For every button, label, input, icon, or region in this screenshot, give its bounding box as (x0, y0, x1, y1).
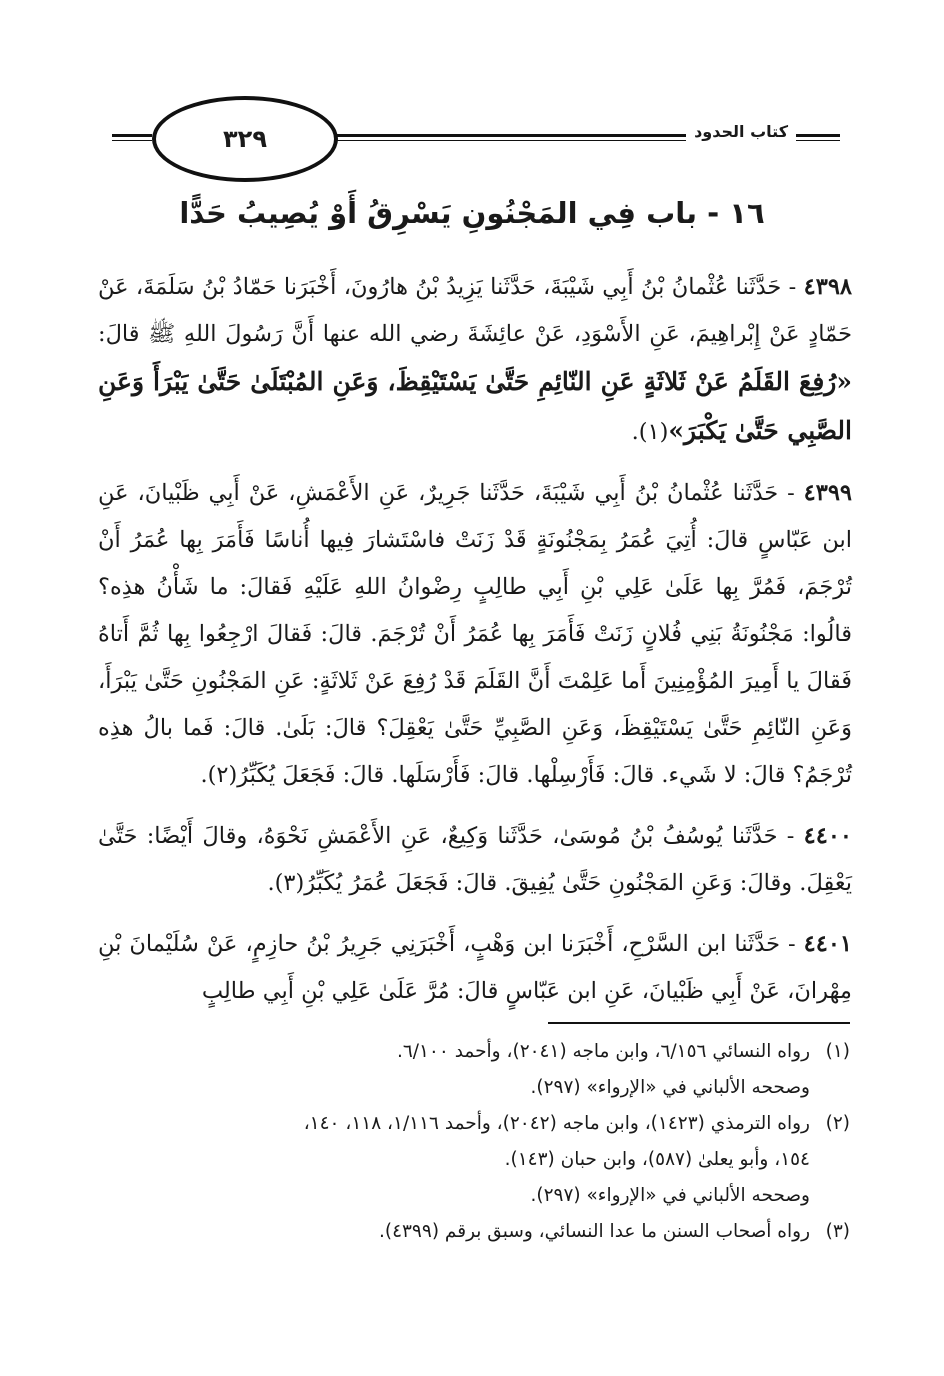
page-header (112, 96, 840, 180)
hadith-number: ٤٣٩٩ (803, 480, 852, 506)
body-text (98, 264, 852, 1029)
hadith-number: ٤٤٠١ (803, 931, 852, 957)
footnote-label: (٣) (825, 1221, 850, 1242)
hadith-text: - حَدَّثَنا عُثْمانُ بْنُ أَبِي شَيْبَةَ، حَدَّثَنا جَرِيرٌ، عَنِ الأَعْمَشِ، عَنْ أَبِي ظَبْيانَ، عَنِ ابن عَبّاسٍ قالَ: أُتِيَ عُمَرُ بِمَجْنُونَةٍ قَدْ زَنَتْ فاسْتَشارَ فِيها أُناسًا فَأَمَرَ بِها عُمَرُ أَنْ تُرْجَمَ، فَمُرَّ بِها عَلَىٰ عَلِي بْنِ أَبِي طالِبٍ رِضْوانُ اللهِ عَلَيْهِ فَقالَ: ما شَأْنُ هذِه؟ قالُوا: مَجْنُونَةُ بَنِي فُلانٍ زَنَتْ فَأَمَرَ بِها عُمَرُ أَنْ تُرْجَمَ. قالَ: فَقالَ ارْجِعُوا بِها ثُمَّ أَتاهُ فَقالَ يا أَمِيرَ المُؤْمِنِينَ أَما عَلِمْتَ أَنَّ القَلَمَ قَدْ رُفِعَ عَنْ ثَلاثَةٍ: عَنِ المَجْنُونِ حَتَّىٰ يَبْرَأَ، وَعَنِ النّائِمِ حَتَّىٰ يَسْتَيْقِظَ، وَعَنِ الصَّبِيِّ حَتَّىٰ يَعْقِلَ؟ قالَ: بَلَىٰ. قالَ: فَما بالُ هذِه تُرْجَمُ؟ قالَ: لا شَيء. قالَ: فَأَرْسِلْها. قالَ: فَأَرْسَلَها. قالَ: فَجَعَلَ يُكَبِّرُ (98, 480, 852, 788)
footnote-separator (548, 1022, 850, 1024)
chapter-title: ١٦ - باب فِي المَجْنُونِ يَسْرِقُ أَوْ يُصِيبُ حَدًّا (179, 196, 765, 230)
hadith-text: - حَدَّثَنا يُوسُفُ بْنُ مُوسَىٰ، حَدَّثَنا وَكِيعٌ، عَنِ الأَعْمَشِ نَحْوَهُ، وقالَ أَيْضًا: حَتَّىٰ يَعْقِلَ. وقالَ: وَعَنِ المَجْنُونِ حَتَّىٰ يُفِيقَ. قالَ: فَجَعَلَ عُمَرُ يُكَبِّرُ (98, 823, 852, 896)
hadith-paragraph (98, 921, 852, 1015)
footnotes (110, 1034, 850, 1250)
header-rule-left (112, 134, 152, 141)
footnote-ref: (١). (631, 419, 669, 445)
footnote-line: رواه الترمذي (١٤٢٣)، وابن ماجه (٢٠٤٢)، وأحمد ١/١١٦، ١١٨، ١٤٠، (303, 1113, 810, 1134)
hadith-number: ٤٤٠٠ (803, 823, 852, 849)
footnote-ref: (٢). (200, 762, 238, 788)
hadith-paragraph (98, 264, 852, 456)
footnote-line: وصححه الألباني في «الإرواء» (٢٩٧). (530, 1077, 810, 1098)
footnote-label: (١) (825, 1041, 850, 1062)
footnote-line: ١٥٤، وأبو يعلىٰ (٥٨٧)، وابن حبان (١٤٣). (504, 1149, 810, 1170)
footnote (110, 1034, 850, 1106)
running-head: كتاب الحدود (686, 122, 796, 141)
footnote (110, 1106, 850, 1214)
hadith-paragraph (98, 470, 852, 799)
footnote (110, 1214, 850, 1250)
page-number: ٣٢٩ (223, 125, 267, 153)
footnote-line: رواه أصحاب السنن ما عدا النسائي، وسبق برقم (٤٣٩٩). (378, 1221, 810, 1242)
hadith-paragraph (98, 813, 852, 907)
page-number-frame (152, 96, 338, 182)
footnote-label: (٢) (825, 1113, 850, 1134)
hadith-number: ٤٣٩٨ (803, 274, 852, 300)
footnote-line: وصححه الألباني في «الإرواء» (٢٩٧). (530, 1185, 810, 1206)
footnote-ref: (٣). (267, 870, 305, 896)
hadith-quote: «رُفِعَ القَلَمُ عَنْ ثَلاثَةٍ عَنِ النّائِمِ حَتَّىٰ يَسْتَيْقِظَ، وَعَنِ المُبْتَلَىٰ حَتَّىٰ يَبْرَأَ وَعَنِ الصَّبِي حَتَّىٰ يَكْبَرَ» (98, 367, 852, 445)
footnote-line: رواه النسائي ٦/١٥٦، وابن ماجه (٢٠٤١)، وأحمد ٦/١٠٠. (396, 1041, 810, 1062)
hadith-text: - حَدَّثَنا ابن السَّرْحِ، أَخْبَرَنا ابن وَهْبٍ، أَخْبَرَنِي جَرِيرُ بْنُ حازِمٍ، عَنْ سُلَيْمانَ بْنِ مِهْرانَ، عَنْ أَبِي ظَبْيانَ، عَنِ ابن عَبّاسٍ قالَ: مُرَّ عَلَىٰ عَلِي بْنِ أَبِي طالِبٍ (98, 931, 852, 1004)
hadith-text: - حَدَّثَنا عُثْمانُ بْنُ أَبِي شَيْبَةَ، حَدَّثَنا يَزِيدُ بْنُ هارُونَ، أَخْبَرَنا حَمّادُ بْنُ سَلَمَةَ، عَنْ حَمّادٍ عَنْ إِبْراهِيمَ، عَنِ الأَسْوَدِ، عَنْ عائِشَةَ رضي الله عنها أَنَّ رَسُولَ اللهِ ﷺ قالَ: (98, 274, 852, 347)
